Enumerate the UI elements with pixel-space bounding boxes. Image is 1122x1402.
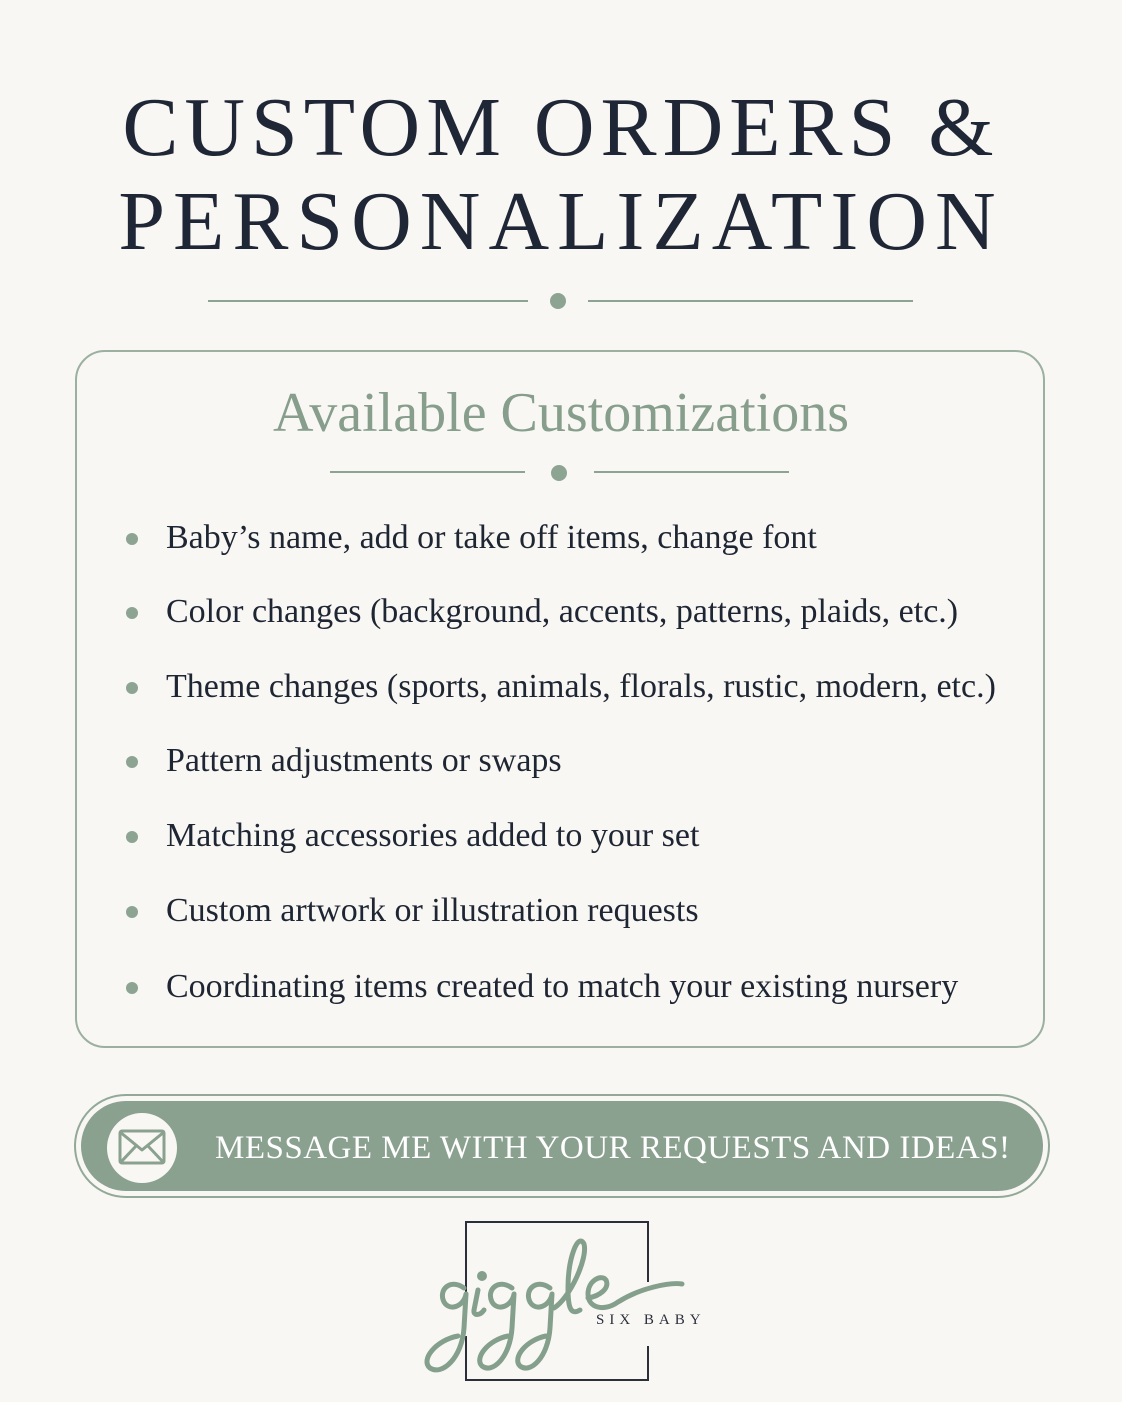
bullet-icon bbox=[126, 682, 138, 694]
divider-dot bbox=[550, 293, 566, 309]
divider-line-left bbox=[208, 300, 528, 302]
message-me-button-label: MESSAGE ME WITH YOUR REQUESTS AND IDEAS! bbox=[215, 1130, 1011, 1166]
list-item-text: Coordinating items created to match your existing nursery bbox=[166, 968, 959, 1005]
bullet-icon bbox=[126, 831, 138, 843]
list-item-text: Pattern adjustments or swaps bbox=[166, 742, 562, 779]
list-item-text: Theme changes (sports, animals, florals, rustic, modern, etc.) bbox=[166, 668, 996, 705]
giggle-logo-mark bbox=[420, 1218, 720, 1388]
list-item bbox=[0, 580, 1122, 640]
divider-line-right bbox=[588, 300, 913, 302]
envelope-icon bbox=[107, 1113, 177, 1183]
page-title-line-2: PERSONALIZATION bbox=[118, 175, 1004, 268]
divider-line-left bbox=[330, 471, 525, 473]
list-item bbox=[0, 804, 1122, 864]
list-item-text: Color changes (background, accents, patterns, plaids, etc.) bbox=[166, 593, 959, 630]
logo-tagline: SIX BABY bbox=[596, 1312, 706, 1328]
list-item bbox=[0, 955, 1122, 1015]
list-item-text: Custom artwork or illustration requests bbox=[166, 892, 699, 929]
bullet-icon bbox=[126, 756, 138, 768]
page-title-line-1: CUSTOM ORDERS & bbox=[122, 81, 1000, 174]
bullet-icon bbox=[126, 906, 138, 918]
message-me-button[interactable] bbox=[74, 1094, 1050, 1198]
list-item bbox=[0, 655, 1122, 715]
divider-line-right bbox=[594, 471, 789, 473]
list-item-text: Matching accessories added to your set bbox=[166, 817, 700, 854]
message-me-button-fill bbox=[81, 1101, 1043, 1191]
bullet-icon bbox=[126, 607, 138, 619]
list-item-text: Baby’s name, add or take off items, change font bbox=[166, 519, 817, 556]
bullet-icon bbox=[126, 533, 138, 545]
card-title: Available Customizations bbox=[273, 382, 849, 444]
list-item bbox=[0, 506, 1122, 566]
list-item bbox=[0, 879, 1122, 939]
list-item bbox=[0, 729, 1122, 789]
bullet-icon bbox=[126, 982, 138, 994]
divider-dot bbox=[551, 465, 567, 481]
